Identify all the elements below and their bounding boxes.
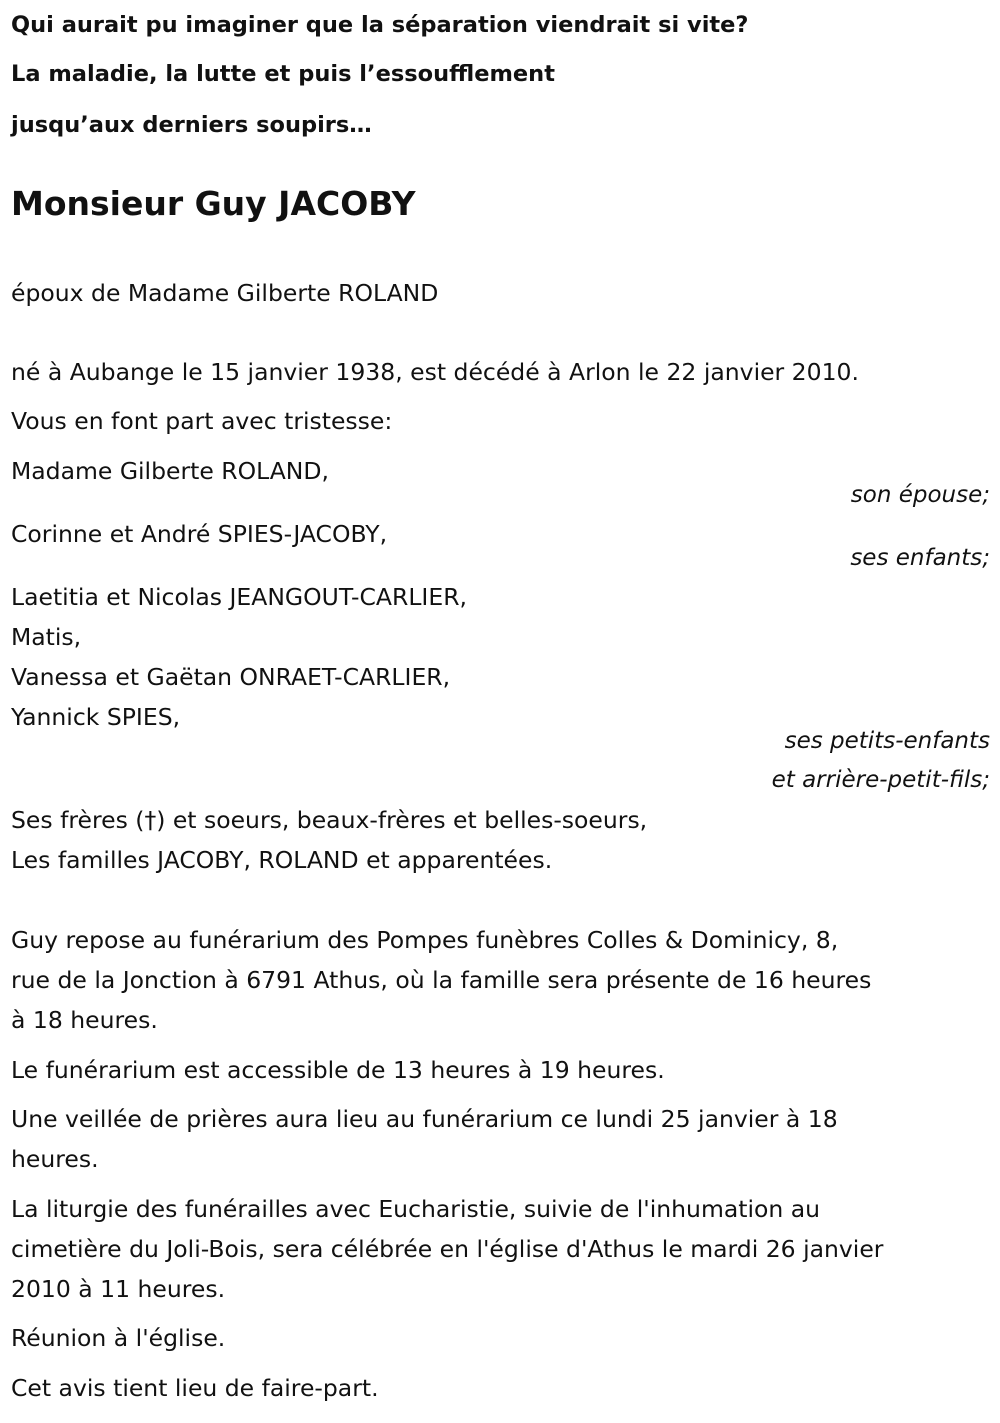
children-names: Corinne et André SPIES-JACOBY, (11, 520, 388, 548)
access-line: Le funérarium est accessible de 13 heures à 19 heures. (11, 1056, 665, 1084)
deceased-name: Monsieur Guy JACOBY (11, 184, 416, 223)
poem-line: La maladie, la lutte et puis l’essoufflement (11, 61, 555, 87)
grandchild-line: Vanessa et Gaëtan ONRAET-CARLIER, (11, 663, 451, 691)
vigil-line: Une veillée de prières aura lieu au funérarium ce lundi 25 janvier à 18 (11, 1105, 838, 1133)
grandchildren-role: ses petits-enfants (784, 728, 990, 754)
spouse-role: son épouse; (850, 482, 990, 508)
notice-line: Cet avis tient lieu de faire-part. (11, 1374, 379, 1402)
liturgy-line: La liturgie des funérailles avec Eucharistie, suivie de l'inhumation au (11, 1195, 821, 1223)
grandchild-line: Yannick SPIES, (11, 703, 181, 731)
repose-line: à 18 heures. (11, 1006, 158, 1034)
poem-line: Qui aurait pu imaginer que la séparation viendrait si vite? (11, 12, 749, 38)
intro-line: Vous en font part avec tristesse: (11, 407, 393, 435)
grandchild-line: Laetitia et Nicolas JEANGOUT-CARLIER, (11, 583, 468, 611)
birth-death-line: né à Aubange le 15 janvier 1938, est décédé à Arlon le 22 janvier 2010. (11, 358, 859, 386)
families-line: Les familles JACOBY, ROLAND et apparentées. (11, 846, 553, 874)
spouse-line: époux de Madame Gilberte ROLAND (11, 279, 439, 307)
vigil-line: heures. (11, 1145, 99, 1173)
liturgy-line: cimetière du Joli-Bois, sera célébrée en l'église d'Athus le mardi 26 janvier (11, 1235, 884, 1263)
repose-line: Guy repose au funérarium des Pompes funèbres Colles & Dominicy, 8, (11, 926, 839, 954)
grandchildren-role: et arrière-petit-fils; (771, 767, 990, 793)
spouse-name: Madame Gilberte ROLAND, (11, 457, 329, 485)
siblings-line: Ses frères (†) et soeurs, beaux-frères et belles-soeurs, (11, 806, 648, 834)
meeting-line: Réunion à l'église. (11, 1324, 226, 1352)
children-role: ses enfants; (850, 545, 990, 571)
repose-line: rue de la Jonction à 6791 Athus, où la famille sera présente de 16 heures (11, 966, 872, 994)
grandchild-line: Matis, (11, 623, 82, 651)
liturgy-line: 2010 à 11 heures. (11, 1275, 226, 1303)
poem-line: jusqu’aux derniers soupirs… (11, 112, 372, 138)
